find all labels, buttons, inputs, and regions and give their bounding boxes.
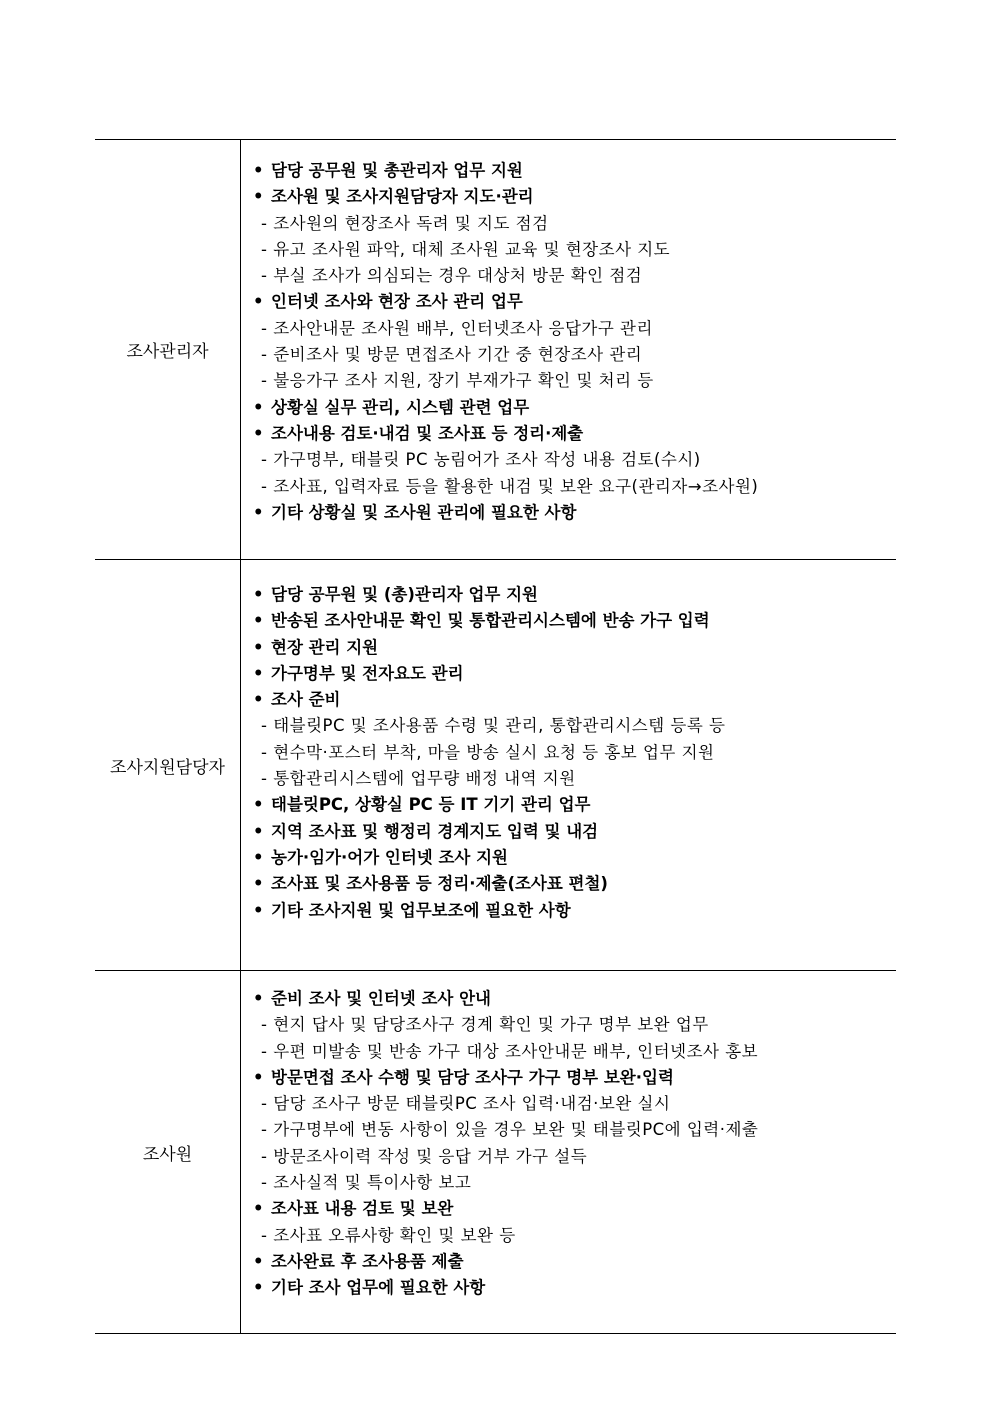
role-name: 조사원 bbox=[95, 971, 241, 1334]
duty-item: • 조사원 및 조사지원담당자 지도·관리 bbox=[253, 184, 896, 210]
duty-subitem: - 통합관리시스템에 업무량 배정 내역 지원 bbox=[253, 766, 896, 792]
duty-subitem: - 부실 조사가 의심되는 경우 대상처 방문 확인 점검 bbox=[253, 263, 896, 289]
role-name: 조사관리자 bbox=[95, 140, 241, 560]
duty-item: • 조사내용 검토·내검 및 조사표 등 정리·제출 bbox=[253, 421, 896, 447]
duty-subitem: - 조사안내문 조사원 배부, 인터넷조사 응답가구 관리 bbox=[253, 316, 896, 342]
duty-item: • 상황실 실무 관리, 시스템 관련 업무 bbox=[253, 395, 896, 421]
duty-item: • 조사표 내용 검토 및 보완 bbox=[253, 1196, 896, 1222]
role-name: 조사지원담당자 bbox=[95, 560, 241, 971]
duty-subitem: - 조사표 오류사항 확인 및 보완 등 bbox=[253, 1223, 896, 1249]
duty-subitem: - 불응가구 조사 지원, 장기 부재가구 확인 및 처리 등 bbox=[253, 368, 896, 394]
duty-item: • 인터넷 조사와 현장 조사 관리 업무 bbox=[253, 289, 896, 315]
duty-item: • 담당 공무원 및 (총)관리자 업무 지원 bbox=[253, 582, 896, 608]
duty-item: • 농가·임가·어가 인터넷 조사 지원 bbox=[253, 845, 896, 871]
duty-item: • 조사 준비 bbox=[253, 687, 896, 713]
duty-item: • 반송된 조사안내문 확인 및 통합관리시스템에 반송 가구 입력 bbox=[253, 608, 896, 634]
duty-subitem: - 담당 조사구 방문 태블릿PC 조사 입력·내검·보완 실시 bbox=[253, 1091, 896, 1117]
duty-item: • 가구명부 및 전자요도 관리 bbox=[253, 661, 896, 687]
duty-subitem: - 현지 답사 및 담당조사구 경계 확인 및 가구 명부 보완 업무 bbox=[253, 1012, 896, 1038]
duty-subitem: - 조사원의 현장조사 독려 및 지도 점검 bbox=[253, 211, 896, 237]
duty-list bbox=[241, 560, 897, 971]
duty-subitem: - 유고 조사원 파악, 대체 조사원 교육 및 현장조사 지도 bbox=[253, 237, 896, 263]
duty-subitem: - 태블릿PC 및 조사용품 수령 및 관리, 통합관리시스템 등록 등 bbox=[253, 713, 896, 739]
duty-item: • 기타 상황실 및 조사원 관리에 필요한 사항 bbox=[253, 500, 896, 526]
duty-subitem: - 우편 미발송 및 반송 가구 대상 조사안내문 배부, 인터넷조사 홍보 bbox=[253, 1039, 896, 1065]
duty-item: • 준비 조사 및 인터넷 조사 안내 bbox=[253, 986, 896, 1012]
duty-item: • 조사완료 후 조사용품 제출 bbox=[253, 1249, 896, 1275]
duty-item: • 조사표 및 조사용품 등 정리·제출(조사표 편철) bbox=[253, 871, 896, 897]
role-row-survey-manager bbox=[95, 140, 896, 560]
duty-item: • 기타 조사 업무에 필요한 사항 bbox=[253, 1275, 896, 1301]
duty-list bbox=[241, 971, 897, 1334]
role-row-survey-support bbox=[95, 560, 896, 971]
duty-subitem: - 조사실적 및 특이사항 보고 bbox=[253, 1170, 896, 1196]
duty-subitem: - 방문조사이력 작성 및 응답 거부 가구 설득 bbox=[253, 1144, 896, 1170]
role-row-enumerator bbox=[95, 971, 896, 1334]
duty-item: • 방문면접 조사 수행 및 담당 조사구 가구 명부 보완·입력 bbox=[253, 1065, 896, 1091]
duty-subitem: - 준비조사 및 방문 면접조사 기간 중 현장조사 관리 bbox=[253, 342, 896, 368]
role-duty-table bbox=[95, 139, 896, 1334]
duty-subitem: - 현수막·포스터 부착, 마을 방송 실시 요청 등 홍보 업무 지원 bbox=[253, 740, 896, 766]
duty-item: • 기타 조사지원 및 업무보조에 필요한 사항 bbox=[253, 898, 896, 924]
duty-subitem: - 가구명부에 변동 사항이 있을 경우 보완 및 태블릿PC에 입력·제출 bbox=[253, 1117, 896, 1143]
duty-list bbox=[241, 140, 897, 560]
duty-item: • 현장 관리 지원 bbox=[253, 635, 896, 661]
duty-item: • 지역 조사표 및 행정리 경계지도 입력 및 내검 bbox=[253, 819, 896, 845]
duty-item: • 태블릿PC, 상황실 PC 등 IT 기기 관리 업무 bbox=[253, 792, 896, 818]
duty-item: • 담당 공무원 및 총관리자 업무 지원 bbox=[253, 158, 896, 184]
duty-subitem: - 가구명부, 태블릿 PC 농림어가 조사 작성 내용 검토(수시) bbox=[253, 447, 896, 473]
duty-subitem: - 조사표, 입력자료 등을 활용한 내검 및 보완 요구(관리자→조사원) bbox=[253, 474, 896, 500]
